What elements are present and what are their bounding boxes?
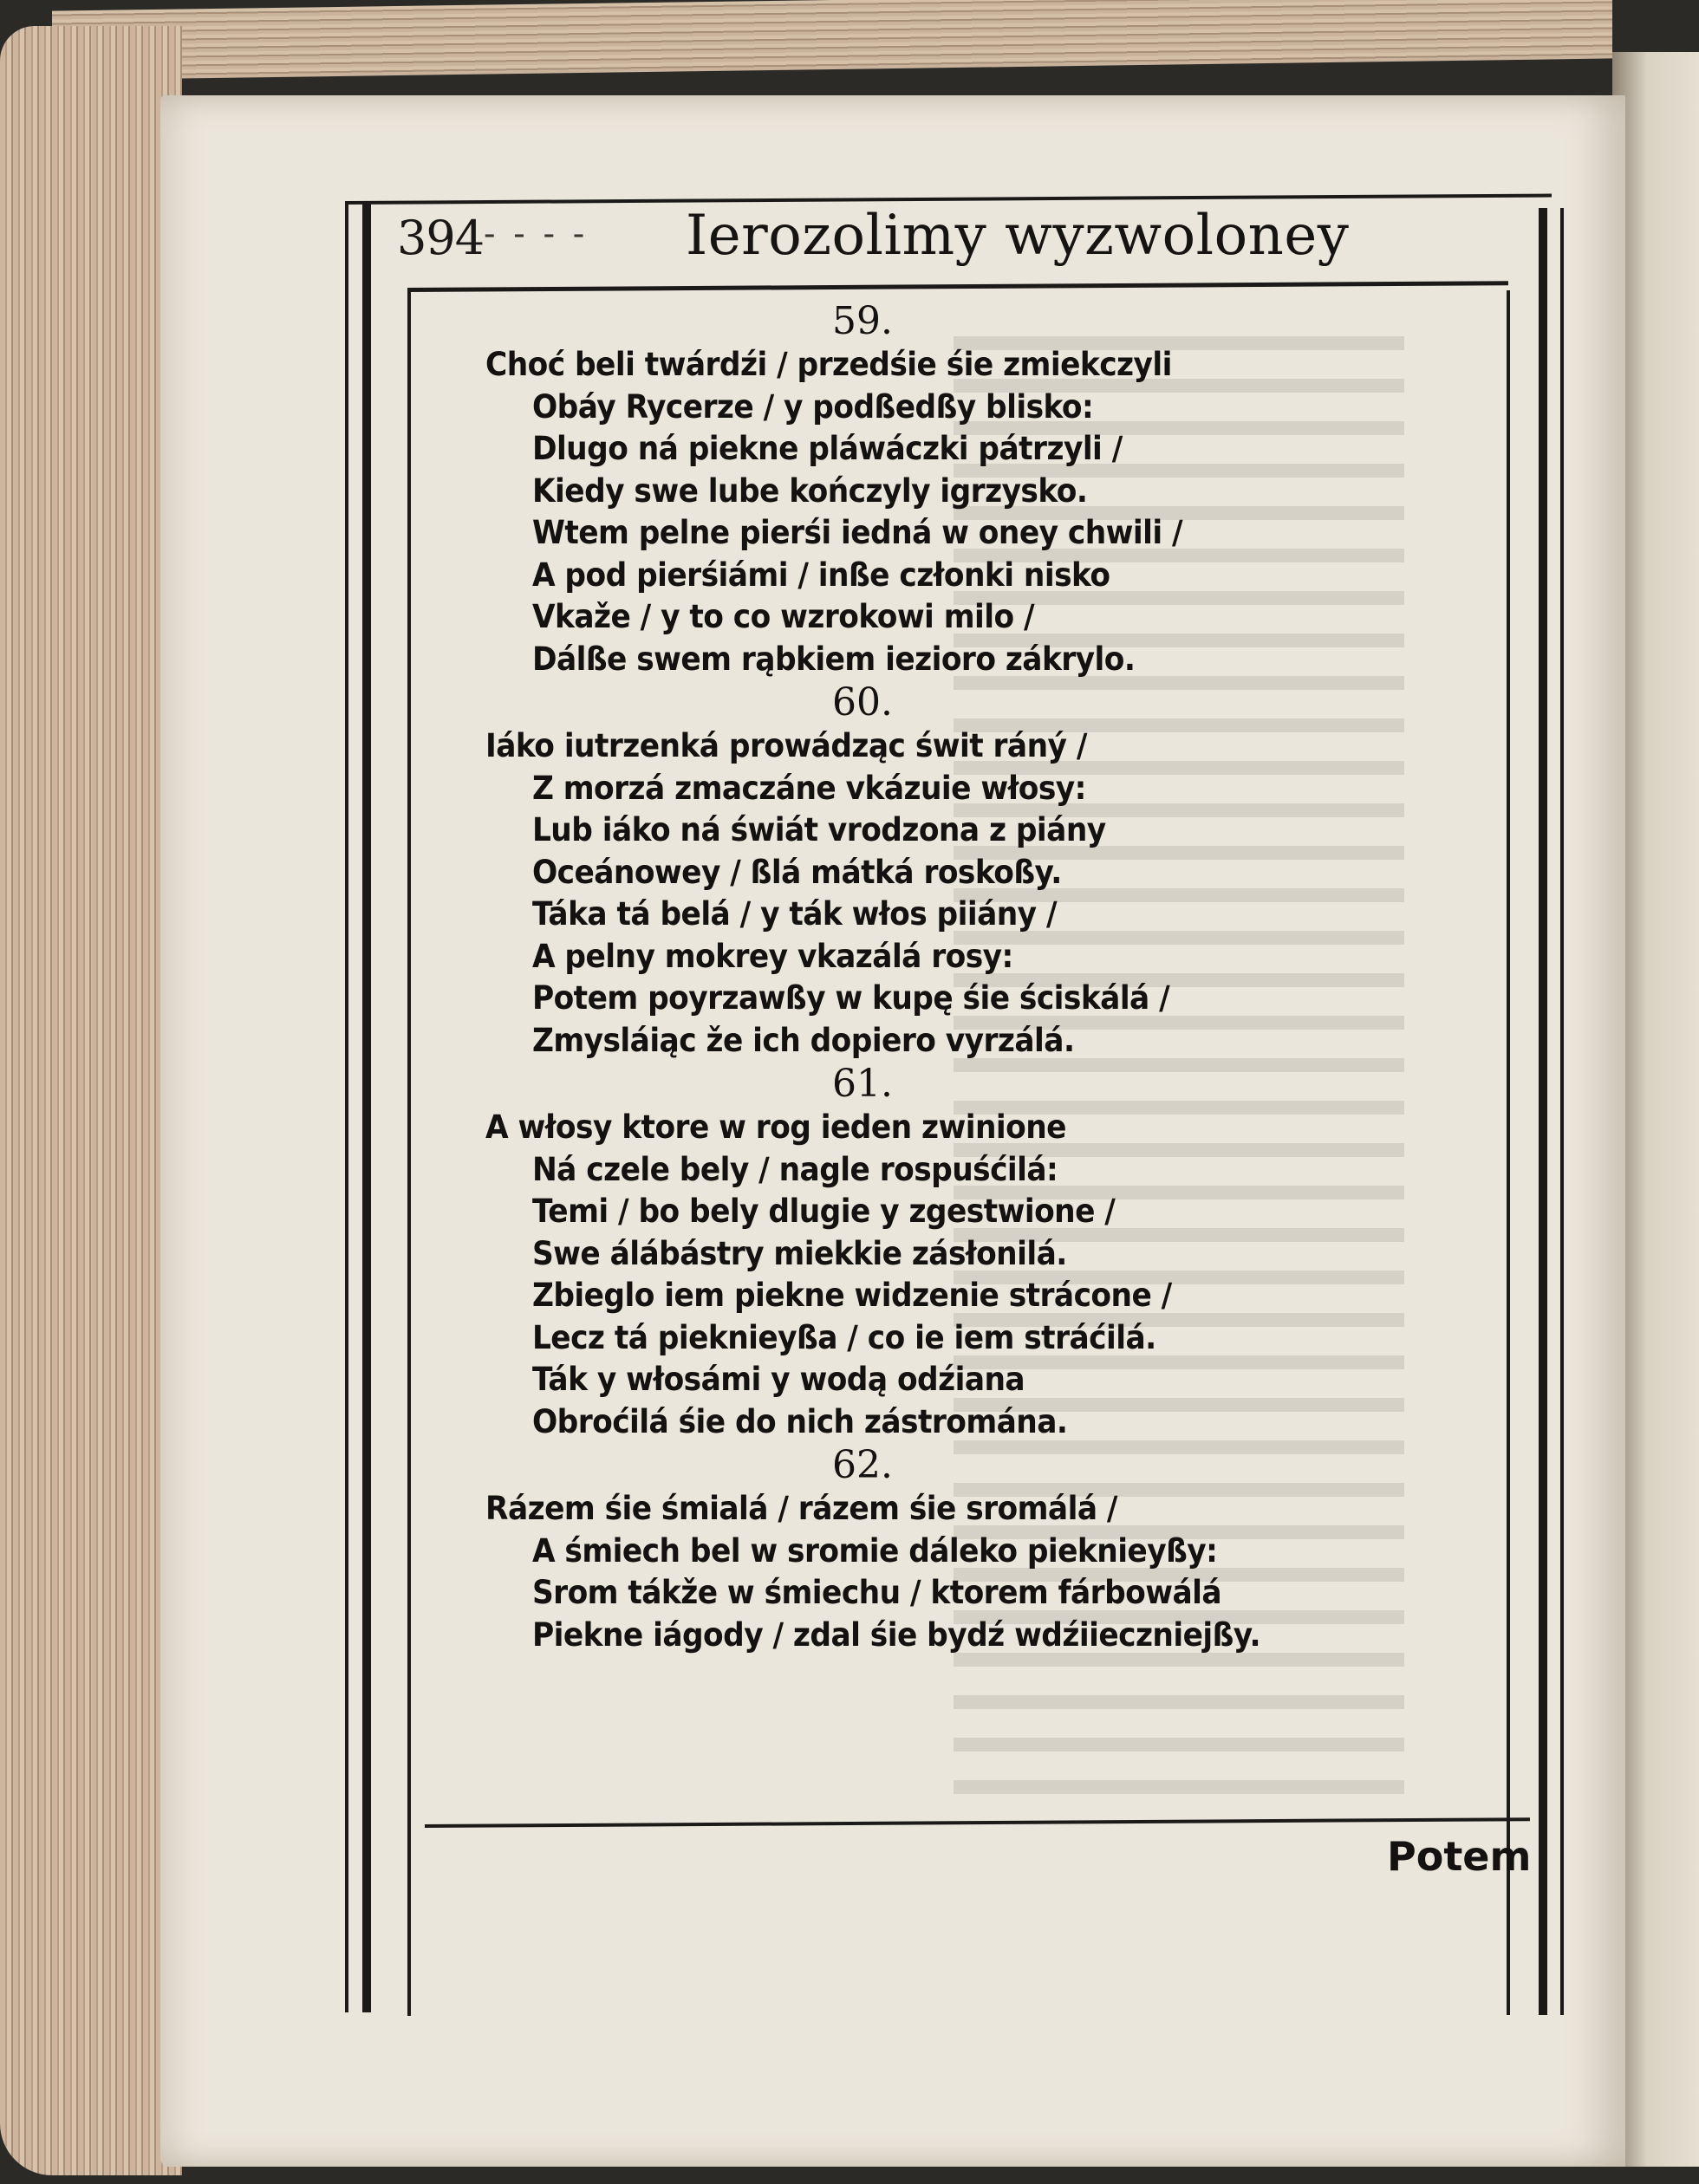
verse-line: Lecz tá pieknieyßa / co ie iem stráćilá. — [531, 1318, 1156, 1356]
verse-line: Vkaže / y to co wzrokowi milo / — [531, 598, 1034, 635]
verse-line: Potem poyrzawßy w kupę śie ściskálá / — [531, 979, 1170, 1017]
verse-line: Zbieglo iem piekne widzenie strácone / — [531, 1277, 1172, 1314]
stanza-number: 59. — [832, 299, 893, 343]
verse-line: Iáko iutrzenká prowádząc świt ráný / — [485, 727, 1087, 764]
verse-line: Z morzá zmaczáne vkázuie włosy: — [531, 769, 1086, 807]
verse-line: Srom tákže w śmiechu / ktorem fárbowálá — [531, 1574, 1222, 1611]
verse-line: Rázem śie śmialá / rázem śie sromálá / — [485, 1490, 1117, 1527]
verse-line: Ná czele bely / nagle rospuśćilá: — [531, 1150, 1058, 1188]
page-stack-top-edge — [52, 0, 1612, 81]
stanza-number: 60. — [832, 680, 893, 725]
verse-line: A włosy ktore w rog ieden zwinione — [485, 1108, 1066, 1146]
page-stack-fore-edge — [0, 26, 182, 2175]
verse-line: Dálße swem rąbkiem iezioro zákrylo. — [531, 640, 1136, 678]
verse-line: Zmysláiąc že ich dopiero vyrzálá. — [531, 1021, 1075, 1059]
catchword: Potem — [1387, 1833, 1532, 1880]
verse-line: Oceánowey / ßlá mátká roskoßy. — [531, 853, 1062, 891]
verse-line: A śmiech bel w sromie dáleko pieknieyßy: — [531, 1531, 1218, 1570]
verse-line: Dlugo ná piekne pláwáczki pátrzyli / — [531, 430, 1123, 467]
page-header — [397, 204, 1368, 277]
verse-line: Obáy Rycerze / y podßedßy blisko: — [531, 387, 1094, 426]
facing-page-edge — [1612, 52, 1699, 2167]
verse-line: Lub iáko ná świát vrodzona z piány — [531, 811, 1106, 848]
verse-line: Choć beli twárdźi / przedśie śie zmiekczyli — [485, 346, 1172, 383]
frame-left-rule — [345, 201, 348, 2012]
verse-line: Wtem pelne pierśi iedná w oney chwili / — [531, 514, 1183, 551]
verse-line: Kiedy swe lube kończyly igrzysko. — [531, 471, 1088, 510]
verse-line: Piekne iágody / zdal śie bydź wdźiieczniejßy. — [531, 1615, 1261, 1654]
verse-line: Temi / bo bely dlugie y zgestwione / — [531, 1193, 1116, 1230]
stanza-number: 61. — [832, 1062, 893, 1106]
poem-text — [485, 299, 1448, 1656]
frame-left-rule — [362, 201, 371, 2012]
verse-line: Táka tá belá / y ták włos piiány / — [531, 895, 1057, 933]
frame-inner-right-rule — [1507, 290, 1510, 2015]
frame-inner-left-rule — [407, 291, 411, 2016]
stanza-number: 62. — [832, 1443, 893, 1487]
verse-line: Obroćilá śie do nich zástromána. — [531, 1402, 1068, 1440]
frame-right-rule — [1560, 208, 1564, 2015]
verse-line: A pod pierśiámi / inße członki nisko — [531, 556, 1110, 594]
frame-right-rule — [1539, 208, 1547, 2015]
verse-line: A pelny mokrey vkazálá rosy: — [531, 937, 1013, 975]
header-ornament: - - - - — [484, 214, 589, 254]
verse-line: Swe álábástry miekkie zásłonilá. — [531, 1234, 1067, 1272]
running-title: Ierozolimy wyzwoloney — [686, 204, 1350, 268]
page-number: 394 — [397, 211, 485, 265]
verse-line: Ták y włosámi y wodą odźiana — [531, 1361, 1025, 1398]
